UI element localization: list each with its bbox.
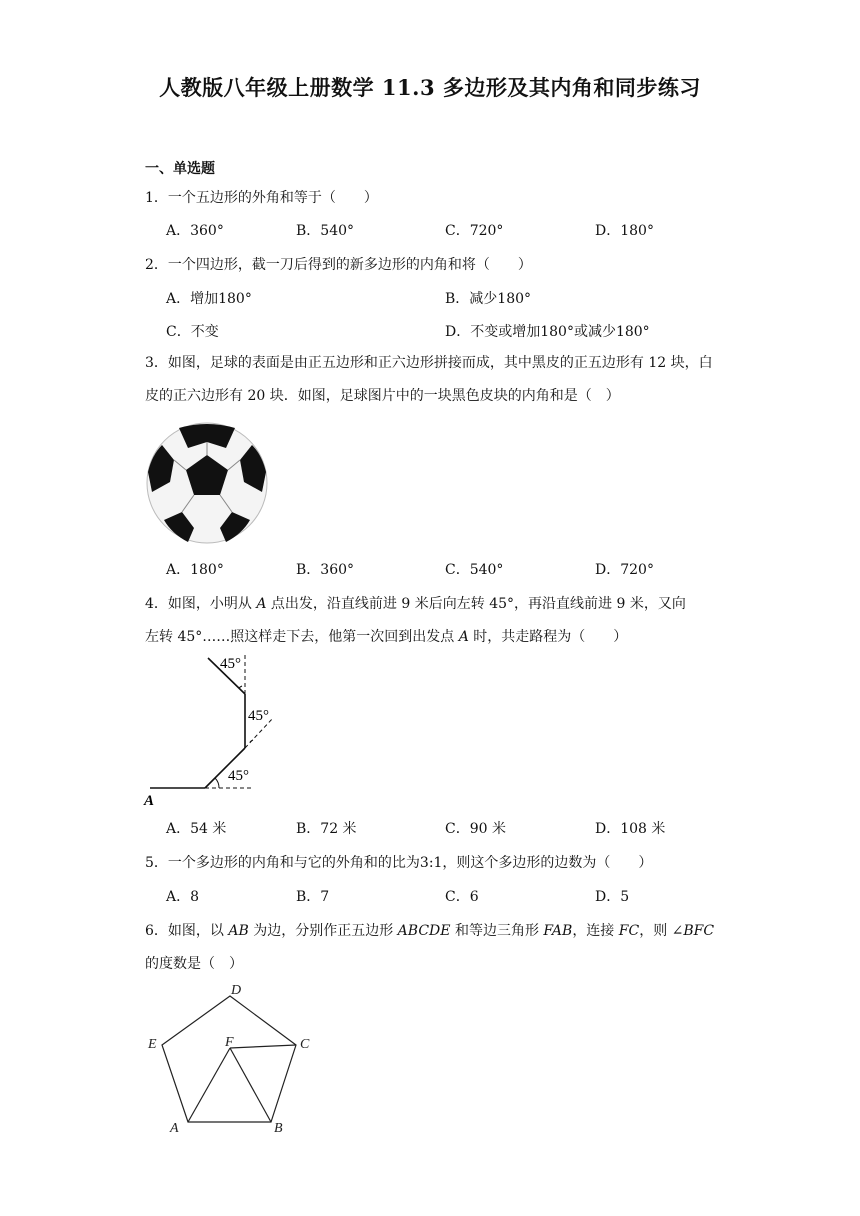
q4-option-b: B．72 米 — [296, 821, 357, 837]
question-6-stem-line2: 的度数是（ ） — [145, 956, 243, 972]
pentagon-triangle-figure — [140, 976, 330, 1136]
question-4-stem-line1: 4．如图，小明从 A 点出发，沿直线前进 9 米后向左转 45°，再沿直线前进 9 米，又向 — [145, 596, 686, 612]
q1-option-a: A．360° — [166, 223, 224, 239]
q4-option-a: A．54 米 — [166, 821, 227, 837]
q3-option-d: D．720° — [595, 562, 654, 578]
vertex-label-e: E — [148, 1037, 157, 1052]
angle-label-3: 45° — [220, 656, 241, 672]
q4-option-d: D．108 米 — [595, 821, 666, 837]
angle-label-2: 45° — [248, 708, 269, 724]
question-5-stem: 5．一个多边形的内角和与它的外角和的比为3:1，则这个多边形的边数为（ ） — [145, 855, 653, 871]
question-4-stem-line2: 左转 45°……照这样走下去，他第一次回到出发点 A 时，共走路程为（ ） — [145, 629, 628, 645]
q2-option-b: B．减少180° — [445, 291, 532, 307]
q1-option-c: C．720° — [445, 223, 504, 239]
question-2-stem: 2．一个四边形，截一刀后得到的新多边形的内角和将（ ） — [145, 257, 532, 273]
q1-option-b: B．540° — [296, 223, 355, 239]
soccer-ball-figure — [144, 420, 270, 546]
vertex-label-a: A — [170, 1121, 179, 1136]
angle-label-1: 45° — [228, 768, 249, 784]
vertex-label-d: D — [231, 983, 242, 998]
q5-option-d: D．5 — [595, 889, 630, 905]
vertex-label-c: C — [300, 1037, 310, 1052]
section-heading: 一、单选题 — [145, 161, 215, 177]
q4-option-c: C．90 米 — [445, 821, 506, 837]
q3-option-b: B．360° — [296, 562, 355, 578]
vertex-label-f: F — [225, 1035, 234, 1050]
walking-path-figure — [140, 652, 290, 808]
q5-option-c: C．6 — [445, 889, 479, 905]
start-point-label: A — [144, 793, 155, 808]
vertex-label-b: B — [274, 1121, 283, 1136]
question-1-stem: 1．一个五边形的外角和等于（ ） — [145, 190, 378, 206]
q1-option-d: D．180° — [595, 223, 654, 239]
page-title: 人教版八年级上册数学 11.3 多边形及其内角和同步练习 — [159, 75, 701, 100]
question-6-stem-line1: 6．如图，以 AB 为边，分别作正五边形 ABCDE 和等边三角形 FAB，连接 FC，则 ∠BFC — [145, 923, 715, 939]
q5-option-a: A．8 — [166, 889, 200, 905]
q2-option-d: D．不变或增加180°或减少180° — [445, 324, 650, 340]
q3-option-a: A．180° — [166, 562, 224, 578]
question-3-stem: 3．如图，足球的表面是由正五边形和正六边形拼接而成，其中黑皮的正五边形有 12 块，白皮的正六边形有 20 块．如图，足球图片中的一块黑色皮块的内角和是（ ） — [145, 355, 713, 404]
q2-option-a: A．增加180° — [166, 291, 252, 307]
q2-option-c: C．不变 — [166, 324, 219, 340]
q3-option-c: C．540° — [445, 562, 504, 578]
q5-option-b: B．7 — [296, 889, 330, 905]
